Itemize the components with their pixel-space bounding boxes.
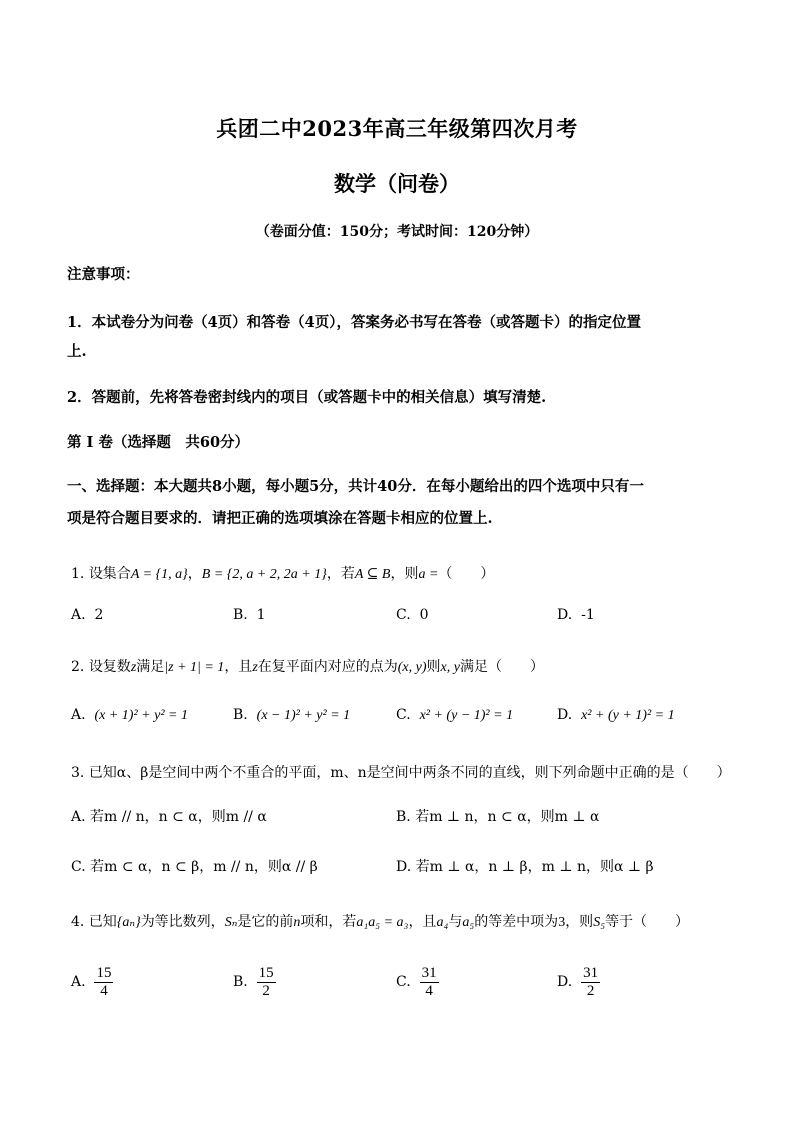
question-2-option-a[interactable] xyxy=(71,707,188,724)
option-text: 若m // n，n ⊂ α，则m // α xyxy=(90,809,267,825)
question-4-option-a[interactable] xyxy=(71,965,113,999)
stem-text: ，若 xyxy=(326,566,355,582)
notes-heading: 注意事项： xyxy=(67,266,140,283)
question-4-option-c[interactable] xyxy=(396,965,439,999)
stem-text: 为等比数列， xyxy=(140,914,225,930)
option-math: x² + (y − 1)² = 1 xyxy=(419,708,514,723)
stem-math: a₁a₅ = a₃ xyxy=(356,915,409,930)
fraction xyxy=(257,965,276,999)
exam-title: 兵团二中2023年高三年级第四次月考 xyxy=(216,116,578,141)
stem-text: 与 xyxy=(448,914,463,930)
question-number: 2. xyxy=(71,659,85,675)
stem-math: n xyxy=(293,915,301,930)
stem-math: a = xyxy=(418,567,439,582)
option-text: 0 xyxy=(419,607,429,623)
question-1-stem xyxy=(71,563,494,583)
stem-text: ， xyxy=(187,566,202,582)
stem-text: 项和，若 xyxy=(300,914,357,930)
stem-math: B = {2, a + 2, 2a + 1} xyxy=(201,567,327,582)
stem-text: ，且 xyxy=(408,914,437,930)
stem-text: ，则 xyxy=(390,566,419,582)
option-text: -1 xyxy=(581,607,595,623)
stem-text: 是它的前 xyxy=(237,914,294,930)
question-3-option-b[interactable] xyxy=(396,806,599,826)
stem-text: 设复数 xyxy=(88,659,131,675)
fraction-numerator: 15 xyxy=(258,965,274,981)
option-label: B. xyxy=(233,974,248,990)
stem-math: a₅ xyxy=(462,915,475,930)
question-2-option-c[interactable] xyxy=(396,707,513,724)
stem-text: 的等差中项为 xyxy=(474,914,559,930)
fraction-denominator: 4 xyxy=(100,982,108,999)
question-3-option-c[interactable] xyxy=(71,856,318,876)
option-label: A. xyxy=(71,974,86,990)
stem-text: 等于（ ） xyxy=(605,914,690,930)
option-label: B. xyxy=(233,607,248,623)
question-3-option-d[interactable] xyxy=(396,856,654,876)
option-label: C. xyxy=(71,859,86,875)
question-1-option-d[interactable] xyxy=(557,607,595,623)
stem-math: z xyxy=(130,660,137,675)
option-label: A. xyxy=(71,607,86,623)
question-1-option-c[interactable] xyxy=(396,607,429,623)
note-item-1-line-2: 上. xyxy=(67,343,87,360)
question-number: 1. xyxy=(71,566,85,582)
section-instruction-line-2: 项是符合题目要求的．请把正确的选项填涂在答题卡相应的位置上. xyxy=(67,510,493,527)
question-4-option-b[interactable] xyxy=(233,965,276,999)
stem-text: 在复平面内对应的点为 xyxy=(257,659,398,675)
stem-math: 3 xyxy=(558,915,566,930)
option-math: (x − 1)² + y² = 1 xyxy=(256,708,351,723)
option-label: D. xyxy=(557,974,573,990)
question-3-option-a[interactable] xyxy=(71,806,267,826)
question-number: 3. xyxy=(71,765,85,781)
question-2-stem xyxy=(71,656,544,676)
stem-math: S₅ xyxy=(593,915,606,930)
stem-text: 已知 xyxy=(88,914,117,930)
question-2-option-d[interactable] xyxy=(557,707,675,724)
option-label: C. xyxy=(396,607,411,623)
score-time-info: （卷面分值：150分；考试时间：120分钟） xyxy=(255,224,539,240)
stem-math: a₄ xyxy=(436,915,449,930)
option-label: C. xyxy=(396,707,411,723)
stem-text: 则 xyxy=(426,659,441,675)
option-math: x² + (y + 1)² = 1 xyxy=(581,708,675,723)
stem-text: 满足 xyxy=(136,659,165,675)
fraction xyxy=(581,965,600,999)
stem-math: x, y xyxy=(440,660,460,675)
option-label: A. xyxy=(71,707,86,723)
fraction-denominator: 2 xyxy=(262,982,270,999)
stem-text: ，且 xyxy=(224,659,253,675)
stem-math: A ⊆ B xyxy=(354,567,391,582)
question-number: 4. xyxy=(71,914,85,930)
section-instruction-line-1: 一、选择题：本大题共8小题，每小题5分，共计40分．在每小题给出的四个选项中只有一 xyxy=(67,478,644,495)
stem-math: {aₙ} xyxy=(116,915,141,930)
question-1-option-a[interactable] xyxy=(71,607,103,623)
option-label: D. xyxy=(557,607,573,623)
question-4-option-d[interactable] xyxy=(557,965,600,999)
question-4-stem xyxy=(71,911,689,931)
stem-math: |z + 1| = 1 xyxy=(164,660,225,675)
option-label: D. xyxy=(396,859,412,875)
option-label: A. xyxy=(71,809,86,825)
fraction xyxy=(420,965,439,999)
note-item-2: 2．答题前，先将答卷密封线内的项目（或答题卡中的相关信息）填写清楚. xyxy=(67,389,547,406)
note-item-1-line-1: 1．本试卷分为问卷（4页）和答卷（4页），答案务必书写在答卷（或答题卡）的指定位置 xyxy=(67,314,642,331)
option-text: 若m ⊥ α，n ⊥ β，m ⊥ n，则α ⊥ β xyxy=(415,859,654,875)
question-2-option-b[interactable] xyxy=(233,707,350,724)
part-label: 第 I 卷（选择题 共60分） xyxy=(67,434,250,451)
fraction-numerator: 15 xyxy=(96,965,112,981)
option-label: B. xyxy=(233,707,248,723)
stem-math: (x, y) xyxy=(397,660,427,675)
question-3-stem xyxy=(71,762,731,782)
stem-text: （ ） xyxy=(438,566,495,582)
fraction-denominator: 2 xyxy=(586,982,595,999)
stem-math: A = {1, a} xyxy=(130,567,188,582)
exam-subject: 数学（问卷） xyxy=(334,171,460,196)
stem-text: 满足（ ） xyxy=(459,659,544,675)
fraction-numerator: 31 xyxy=(421,965,437,981)
fraction-numerator: 31 xyxy=(583,965,599,981)
question-1-option-b[interactable] xyxy=(233,607,266,623)
option-text: 2 xyxy=(94,607,104,623)
option-text: 若m ⊥ n，n ⊂ α，则m ⊥ α xyxy=(415,809,600,825)
stem-text: ，则 xyxy=(565,914,594,930)
stem-math: Sₙ xyxy=(224,915,238,930)
fraction-denominator: 4 xyxy=(425,982,433,999)
option-math: (x + 1)² + y² = 1 xyxy=(94,708,188,723)
option-text: 1 xyxy=(256,607,266,623)
stem-math: z xyxy=(252,660,258,675)
stem-text: 设集合 xyxy=(88,566,131,582)
option-label: C. xyxy=(396,974,411,990)
fraction xyxy=(94,965,113,999)
option-label: D. xyxy=(557,707,573,723)
stem-text: 已知α、β是空间中两个不重合的平面，m、n是空间中两条不同的直线，则下列命题中正确的是（ ） xyxy=(88,765,731,781)
option-label: B. xyxy=(396,809,411,825)
option-text: 若m ⊂ α，n ⊂ β，m // n，则α // β xyxy=(90,859,318,875)
